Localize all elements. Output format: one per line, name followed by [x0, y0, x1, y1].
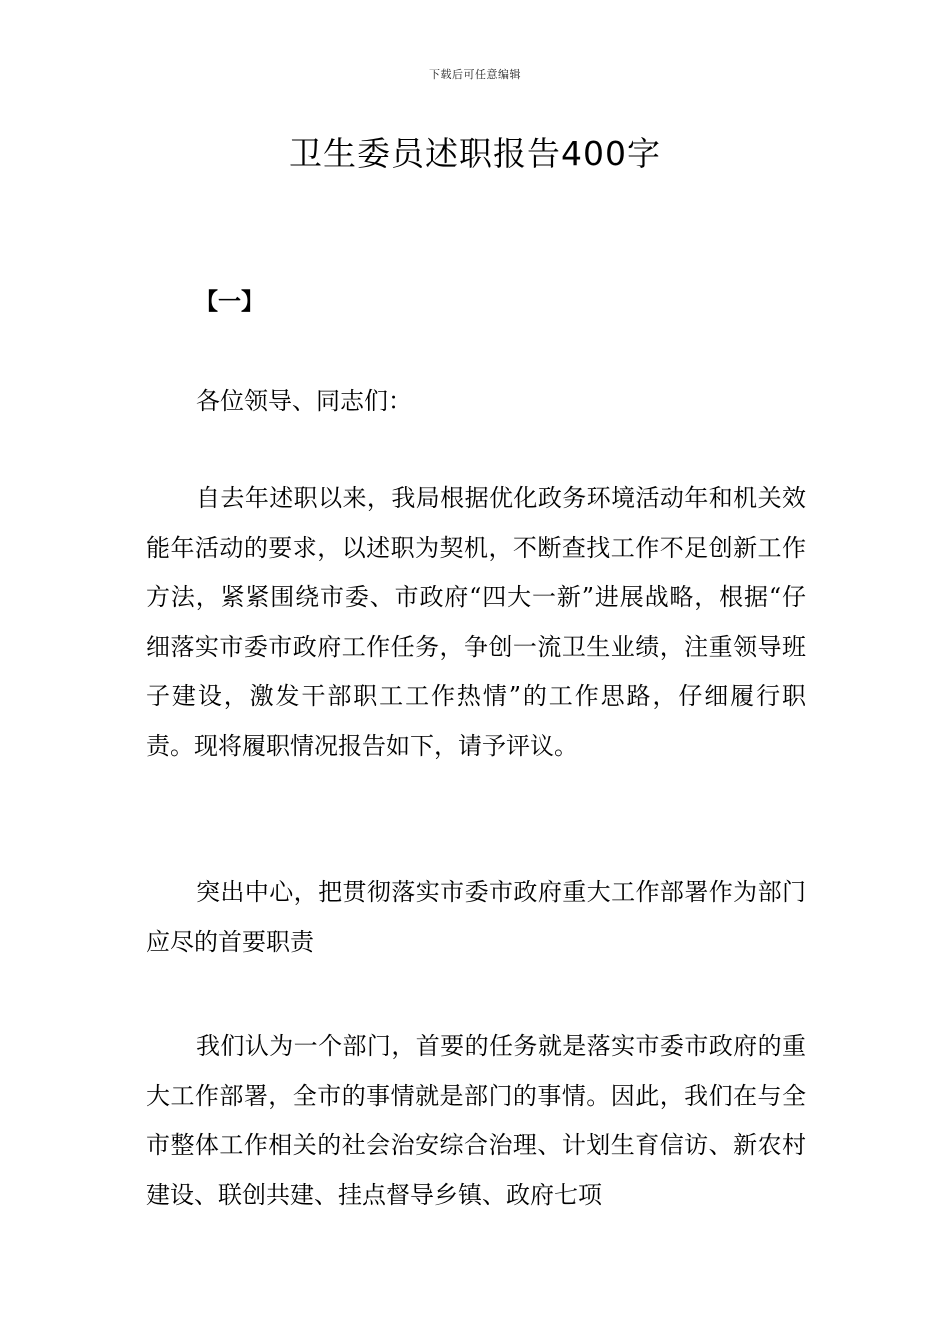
body-paragraph-2: 我们认为一个部门，首要的任务就是落实市委市政府的重大工作部署，全市的事情就是部门的事情。因此，我们在与全市整体工作相关的社会治安综合治理、计划生育信访、新农村建设、联创共建、挂点督导乡镇、政府七项	[146, 1032, 806, 1209]
document-title: 卫生委员述职报告400字	[289, 134, 661, 173]
section-marker: 【一】	[195, 289, 264, 315]
greeting-paragraph: 各位领导、同志们：	[196, 387, 412, 415]
section-heading-paragraph: 突出中心，把贯彻落实市委市政府重大工作部署作为部门应尽的首要职责	[146, 878, 806, 956]
header-note: 下载后可任意编辑	[429, 68, 521, 81]
body-paragraph-1: 自去年述职以来，我局根据优化政务环境活动年和机关效能年活动的要求，以述职为契机，不断查找工作不足创新工作方法，紧紧围绕市委、市政府“四大一新”进展战略，根据“仔细落实市委市政府工作任务，争创一流卫生业绩，注重领导班子建设，激发干部职工工作热情”的工作思路，仔细履行职责。现将履职情况报告如下，请予评议。	[146, 484, 806, 760]
